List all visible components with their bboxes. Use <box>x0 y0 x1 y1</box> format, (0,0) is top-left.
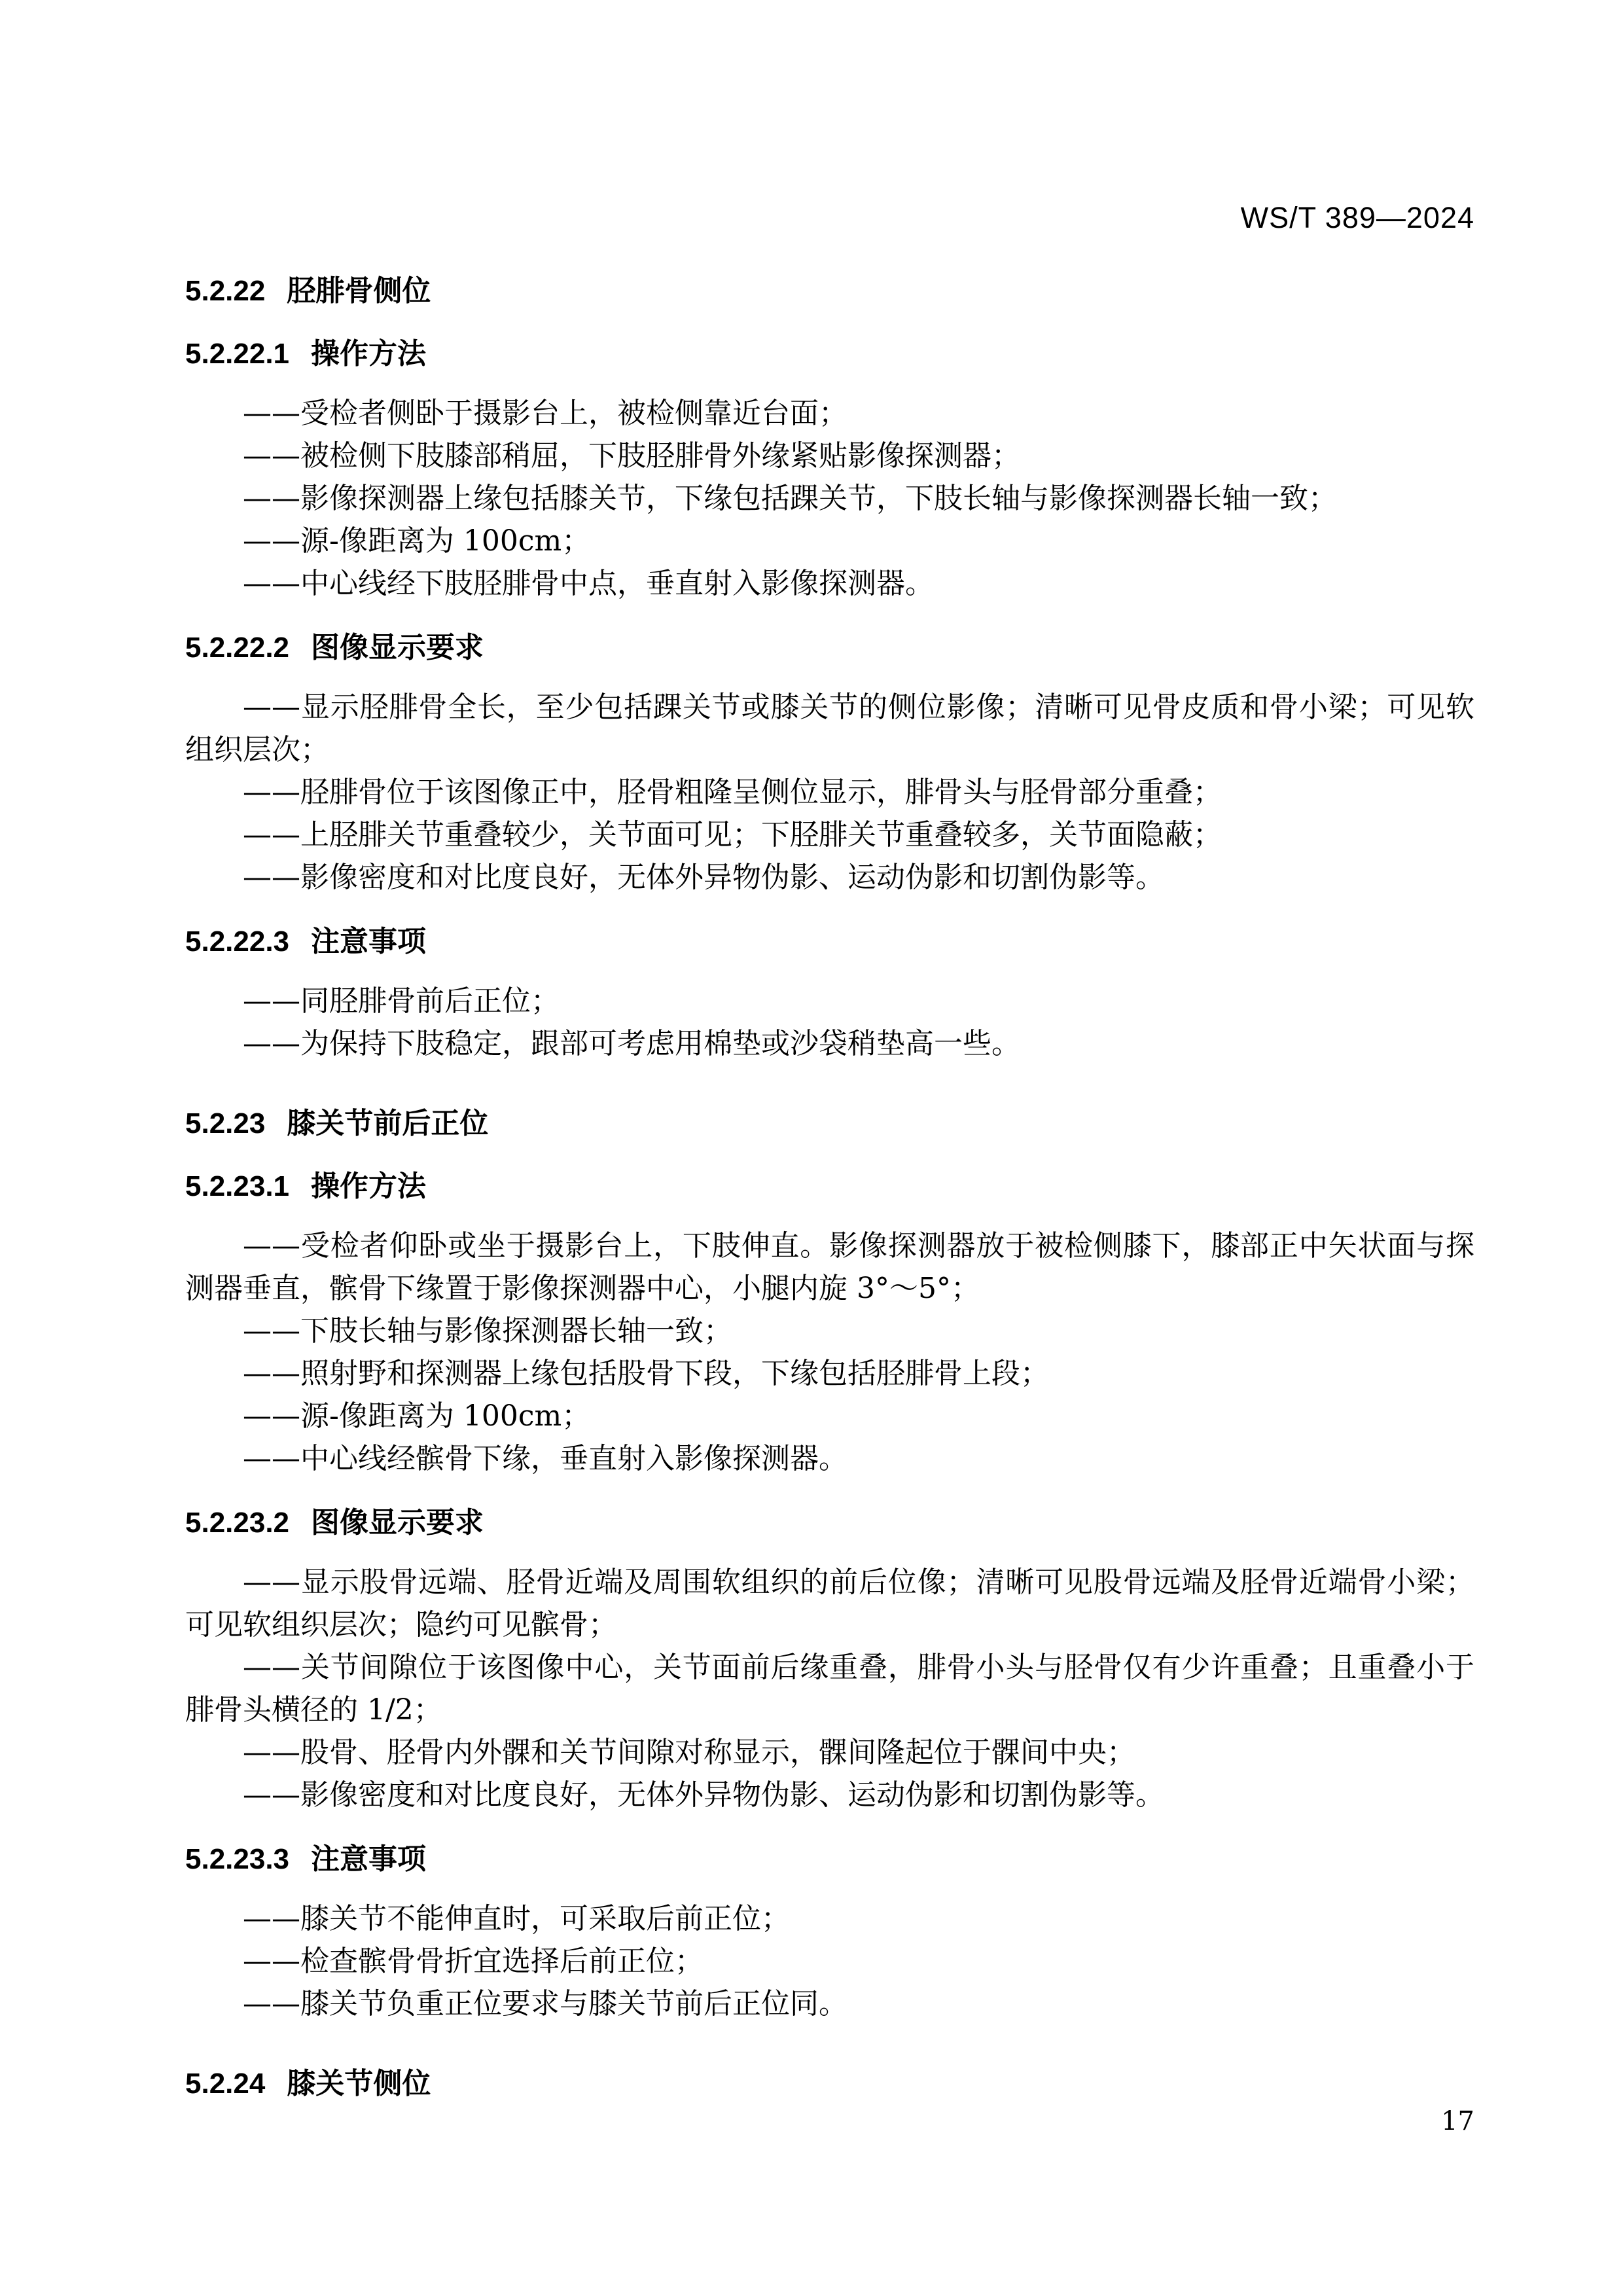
page-number: 17 <box>1441 2106 1474 2136</box>
section-title: 注意事项 <box>311 1843 427 1875</box>
list-item: ——影像探测器上缘包括膝关节，下缘包括踝关节，下肢长轴与影像探测器长轴一致； <box>243 482 1337 515</box>
document-content <box>185 272 1474 2104</box>
bullet-list <box>185 980 1474 1065</box>
list-item: ——源-像距离为 100cm； <box>243 524 591 558</box>
section-heading <box>185 628 1474 668</box>
section-title: 操作方法 <box>311 338 427 370</box>
section-title: 注意事项 <box>311 925 427 958</box>
list-item: ——同胫腓骨前后正位； <box>243 984 560 1018</box>
list-item: ——受检者仰卧或坐于摄影台上，下肢伸直。影像探测器放于被检侧膝下，膝部正中矢状面与探测器垂直，髌骨下缘置于影像探测器中心，小腿内旋 3°～5°； <box>185 1229 1474 1305</box>
document-header <box>185 203 1474 232</box>
list-item: ——关节间隙位于该图像中心，关节面前后缘重叠，腓骨小头与胫骨仅有少许重叠；且重叠小于腓骨头横径的 1/2； <box>185 1651 1474 1727</box>
list-item: ——影像密度和对比度良好，无体外异物伪影、运动伪影和切割伪影等。 <box>243 1778 1164 1812</box>
doc-code: WS/T 389—2024 <box>1240 201 1474 234</box>
section-heading <box>185 1503 1474 1543</box>
bullet-list <box>185 686 1474 899</box>
list-item: ——源-像距离为 100cm； <box>243 1399 591 1433</box>
section-title: 胫腓骨侧位 <box>287 275 431 307</box>
section-heading <box>185 334 1474 374</box>
list-item: ——股骨、胫骨内外髁和关节间隙对称显示，髁间隆起位于髁间中央； <box>243 1736 1135 1769</box>
list-item: ——显示胫腓骨全长，至少包括踝关节或膝关节的侧位影像；清晰可见骨皮质和骨小梁；可见软组织层次； <box>185 691 1474 766</box>
list-item: ——照射野和探测器上缘包括股骨下段，下缘包括胫腓骨上段； <box>243 1357 1049 1390</box>
list-item: ——胫腓骨位于该图像正中，胫骨粗隆呈侧位显示，腓骨头与胫骨部分重叠； <box>243 776 1222 809</box>
section-number: 5.2.22.3 <box>185 925 290 958</box>
section-number: 5.2.22 <box>185 275 266 307</box>
list-item: ——为保持下肢稳定，跟部可考虑用棉垫或沙袋稍垫高一些。 <box>243 1027 1020 1060</box>
section-title: 图像显示要求 <box>311 632 484 664</box>
bullet-list <box>185 1897 1474 2025</box>
section-number: 5.2.22.2 <box>185 632 290 664</box>
section-number: 5.2.23.1 <box>185 1170 290 1202</box>
section-title: 膝关节侧位 <box>287 2068 431 2100</box>
list-item: ——影像密度和对比度良好，无体外异物伪影、运动伪影和切割伪影等。 <box>243 861 1164 894</box>
bullet-list <box>185 1561 1474 1816</box>
section-heading <box>185 1840 1474 1879</box>
section-heading <box>185 2064 1474 2104</box>
section-heading <box>185 922 1474 961</box>
section-number: 5.2.23.2 <box>185 1507 290 1539</box>
list-item: ——受检者侧卧于摄影台上，被检侧靠近台面； <box>243 397 847 430</box>
list-item: ——被检侧下肢膝部稍屈，下肢胫腓骨外缘紧贴影像探测器； <box>243 439 1020 473</box>
section-number: 5.2.24 <box>185 2068 266 2100</box>
list-item: ——显示股骨远端、胫骨近端及周围软组织的前后位像；清晰可见股骨远端及胫骨近端骨小梁；可见软组织层次；隐约可见髌骨； <box>185 1566 1474 1641</box>
section-heading <box>185 1104 1474 1143</box>
section-heading <box>185 272 1474 311</box>
list-item: ——上胫腓关节重叠较少，关节面可见；下胫腓关节重叠较多，关节面隐蔽； <box>243 818 1222 852</box>
section-title: 图像显示要求 <box>311 1507 484 1539</box>
list-item: ——检查髌骨骨折宜选择后前正位； <box>243 1945 704 1978</box>
section-title: 操作方法 <box>311 1170 427 1202</box>
section-number: 5.2.22.1 <box>185 338 290 370</box>
bullet-list <box>185 392 1474 605</box>
list-item: ——下肢长轴与影像探测器长轴一致； <box>243 1314 732 1348</box>
list-item: ——膝关节不能伸直时，可采取后前正位； <box>243 1902 790 1935</box>
section-number: 5.2.23.3 <box>185 1843 290 1875</box>
section-heading <box>185 1167 1474 1206</box>
list-item: ——膝关节负重正位要求与膝关节前后正位同。 <box>243 1987 847 2020</box>
section-title: 膝关节前后正位 <box>287 1107 489 1139</box>
list-item: ——中心线经髌骨下缘，垂直射入影像探测器。 <box>243 1442 847 1475</box>
section-number: 5.2.23 <box>185 1107 266 1139</box>
list-item: ——中心线经下肢胫腓骨中点，垂直射入影像探测器。 <box>243 567 934 600</box>
bullet-list <box>185 1225 1474 1480</box>
